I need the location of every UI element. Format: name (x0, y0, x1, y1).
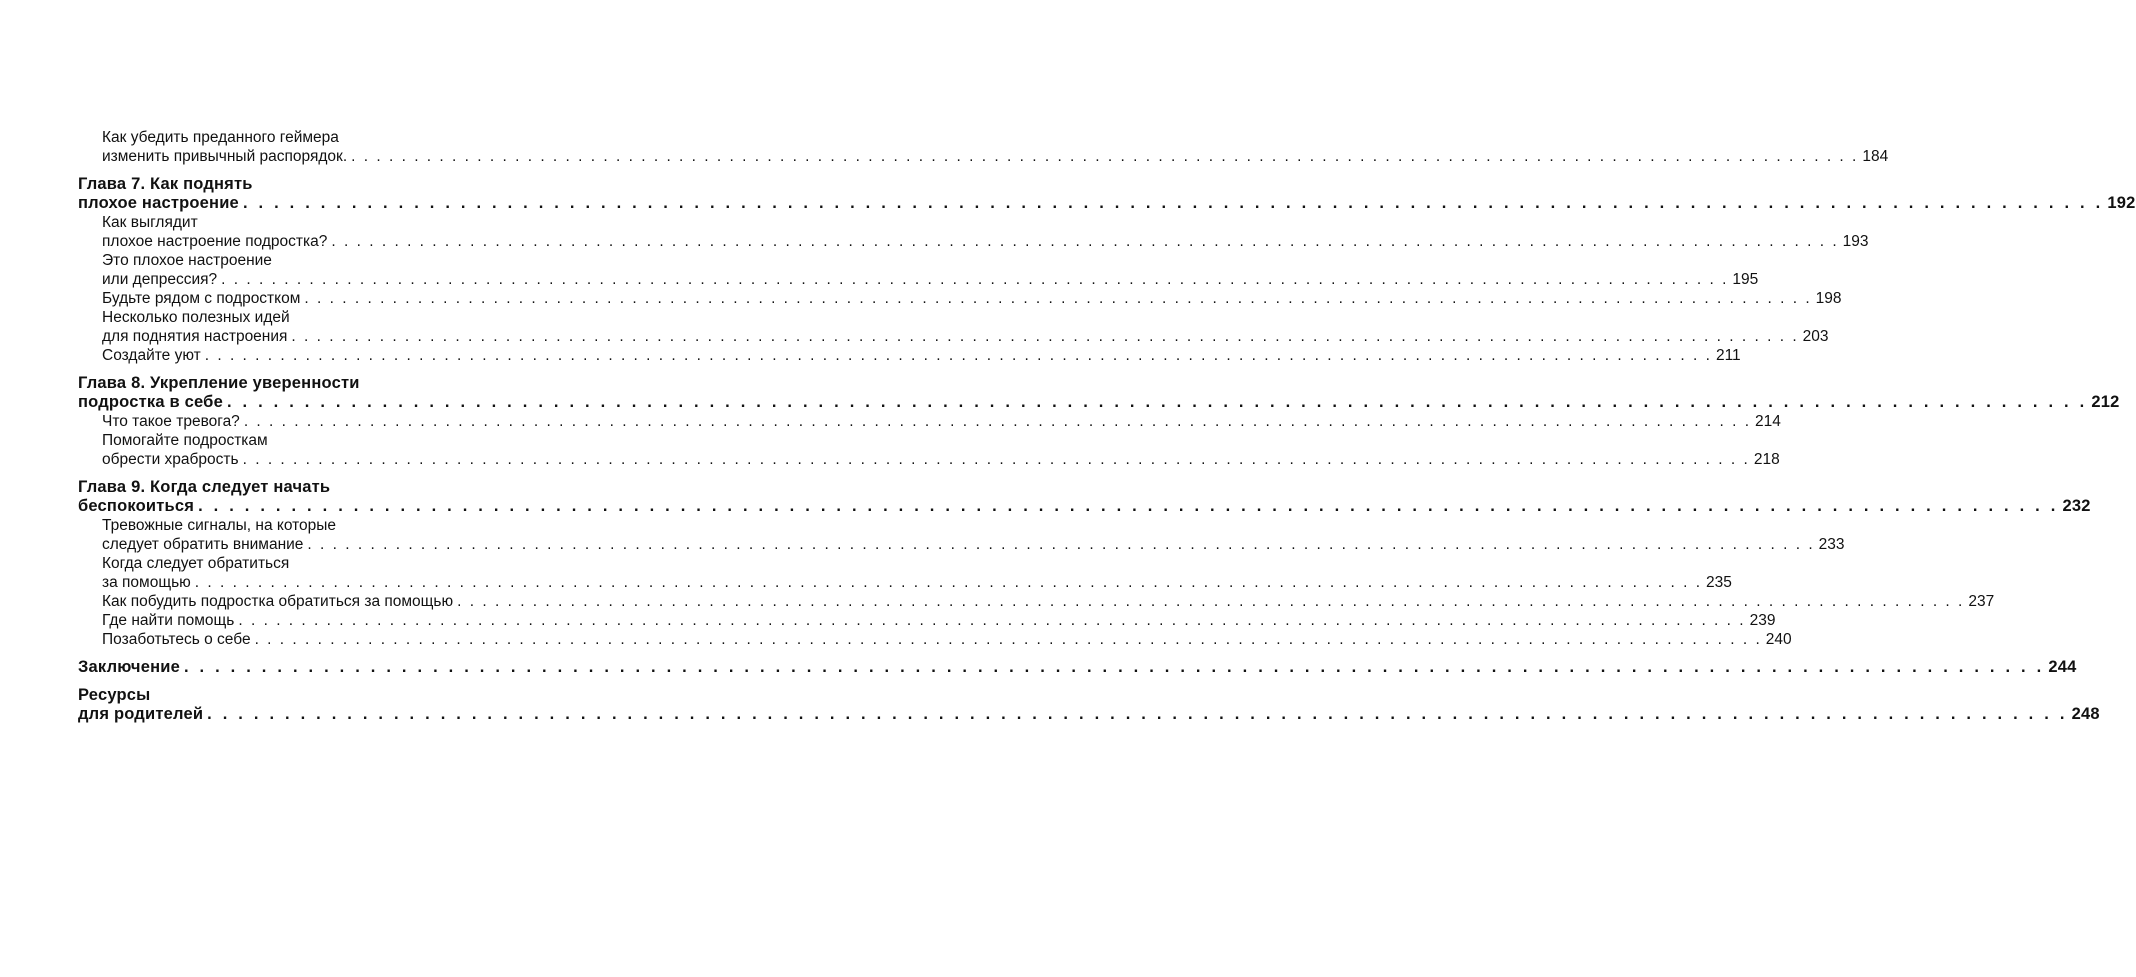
toc-entry-leader-row (78, 658, 2077, 677)
toc-entry-leader-row (102, 611, 1776, 630)
toc-section-entry (78, 516, 1845, 554)
toc-page-number: 192 (2107, 194, 2136, 212)
toc-page-number: 184 (1862, 148, 1889, 165)
dot-leader: . . . . . . . . . . . . . . . . . . . . . . . . . . . . . . . . . . . . . . . . . . . . . . . . . . . . . . . . . . . . . . . . . . . . . . . . . . . . . . . . . . . . . . . . . . . . . . . . . . . . . . . . . . . . . . . . . . . . . . . . (243, 413, 1752, 430)
toc-entry-title-line: обрести храбрость (102, 451, 239, 468)
toc-entry-title-line: плохое настроение подростка? (102, 233, 328, 250)
toc-entry-title-line: Как выглядит (102, 214, 198, 231)
toc-entry-leader-row (102, 630, 1792, 649)
toc-entry-leader-row (102, 573, 1732, 592)
toc-entry-title-line: подростка в себе (78, 393, 223, 411)
toc-page-number: 233 (1818, 536, 1845, 553)
dot-leader: . . . . . . . . . . . . . . . . . . . . . . . . . . . . . . . . . . . . . . . . . . . . . . . . . . . . . . . . . . . . . . . . . . . . . . . . . . . . . . . . . . . . . . . . . . . . . . . . . . . . . . . . . . . . . . . . . . . . . . . . (291, 328, 1799, 345)
toc-page-number: 214 (1755, 413, 1781, 430)
toc-entry-title-line: плохое настроение (78, 194, 239, 212)
toc-entry-leader-row (102, 592, 1995, 611)
toc-entry-title-line: Ресурсы (78, 686, 151, 704)
toc-page-number: 211 (1715, 347, 1741, 364)
toc-section-entry (78, 611, 1776, 630)
toc-page-number: 248 (2071, 705, 2100, 723)
dot-leader: . . . . . . . . . . . . . . . . . . . . . . . . . . . . . . . . . . . . . . . . . . . . . . . . . . . . . . . . . . . . . . . . . . . . . . . . . . . . . . . . . . . . . . . . . . . . . . . . . . . . . . . . . . . . . . . . . . . . . . . . (242, 451, 1750, 468)
toc-entry-title-line: Тревожные сигналы, на которые (102, 517, 337, 534)
toc-page-number: 239 (1749, 612, 1776, 629)
toc-entry-leader-row (102, 327, 1829, 346)
toc-entry-title-line: для родителей (78, 705, 204, 723)
toc-entry-title-line: беспокоиться (78, 497, 195, 515)
dot-leader: . . . . . . . . . . . . . . . . . . . . . . . . . . . . . . . . . . . . . . . . . . . . . . . . . . . . . . . . . . . . . . . . . . . . . . . . . . . . . . . . . . . . . . . . . . . . . . . . . . . . . . . . . . . . . . . . . . . . . . . . (198, 497, 2059, 515)
toc-entry-title-line: Как побудить подростка обратиться за помощью (102, 593, 454, 610)
toc-section-entry (78, 630, 1792, 649)
toc-page-number: 198 (1815, 290, 1842, 307)
toc-entry-title-line: Будьте рядом с подростком (102, 290, 301, 307)
toc-entry-leader-row (78, 194, 2136, 213)
toc-chapter-entry (78, 175, 2136, 213)
toc-entry-title-line: Глава 9. Когда следует начать (78, 478, 331, 496)
toc-section-entry (78, 251, 1759, 289)
toc-entry-title-line: Несколько полезных идей (102, 309, 290, 326)
toc-page-number: 235 (1706, 574, 1732, 591)
dot-leader: . . . . . . . . . . . . . . . . . . . . . . . . . . . . . . . . . . . . . . . . . . . . . . . . . . . . . . . . . . . . . . . . . . . . . . . . . . . . . . . . . . . . . . . . . . . . . . . . . . . . . . . . . . . . . . . . . . . . . . . . (307, 536, 1815, 553)
toc-section-entry (78, 346, 1741, 365)
toc-chapter-entry (78, 658, 2077, 677)
toc-entry-title-line: Глава 8. Укрепление уверенности (78, 374, 360, 392)
toc-entry-leader-row (102, 289, 1842, 308)
toc-page-number: 212 (2091, 393, 2120, 411)
toc-entry-title-line: Это плохое настроение (102, 252, 272, 269)
toc-page-number: 195 (1732, 271, 1759, 288)
toc-entry-leader-row (102, 346, 1741, 365)
toc-entry-title-line: или депрессия? (102, 271, 218, 288)
dot-leader: . . . . . . . . . . . . . . . . . . . . . . . . . . . . . . . . . . . . . . . . . . . . . . . . . . . . . . . . . . . . . . . . . . . . . . . . . . . . . . . . . . . . . . . . . . . . . . . . . . . . . . . . . . . . . . . . . . . . . . . . (331, 233, 1839, 250)
toc-section-entry (78, 431, 1780, 469)
dot-leader: . . . . . . . . . . . . . . . . . . . . . . . . . . . . . . . . . . . . . . . . . . . . . . . . . . . . . . . . . . . . . . . . . . . . . . . . . . . . . . . . . . . . . . . . . . . . . . . . . . . . . . . . . . . . . . . . . . . . . . . . (304, 290, 1812, 307)
toc-section-entry (78, 213, 1869, 251)
toc-entry-title-line: для поднятия настроения (102, 328, 288, 345)
toc-entry-title-line: Позаботьтесь о себе (102, 631, 251, 648)
toc-chapter-entry (78, 374, 2120, 412)
toc-entry-title-line: Где найти помощь (102, 612, 235, 629)
toc-entry-title-line: Как убедить преданного геймера (102, 129, 339, 146)
toc-entry-leader-row (78, 497, 2091, 516)
toc-entry-leader-row (78, 393, 2120, 412)
toc-page-number: 232 (2062, 497, 2091, 515)
toc-page-number: 240 (1765, 631, 1792, 648)
toc-entry-title-line: Что такое тревога? (102, 413, 240, 430)
toc-section-entry (78, 128, 1889, 166)
toc-chapter-entry (78, 686, 2100, 724)
toc-entry-title-line: Когда следует обратиться (102, 555, 290, 572)
toc-page-number: 237 (1968, 593, 1995, 610)
dot-leader: . . . . . . . . . . . . . . . . . . . . . . . . . . . . . . . . . . . . . . . . . . . . . . . . . . . . . . . . . . . . . . . . . . . . . . . . . . . . . . . . . . . . . . . . . . . . . . . . . . . . . . . . . . . . . . . . . . . . . . . . (204, 347, 1712, 364)
dot-leader: . . . . . . . . . . . . . . . . . . . . . . . . . . . . . . . . . . . . . . . . . . . . . . . . . . . . . . . . . . . . . . . . . . . . . . . . . . . . . . . . . . . . . . . . . . . . . . . . . . . . . . . . . . . . . . . . . . . . . . . . (242, 194, 2104, 212)
toc-entry-title-line: следует обратить внимание (102, 536, 304, 553)
toc-entry-leader-row (78, 705, 2100, 724)
toc-entry-title-line: Создайте уют (102, 347, 201, 364)
toc-entry-leader-row (102, 147, 1889, 166)
toc-chapter-entry (78, 478, 2091, 516)
toc-entry-leader-row (102, 535, 1845, 554)
dot-leader: . . . . . . . . . . . . . . . . . . . . . . . . . . . . . . . . . . . . . . . . . . . . . . . . . . . . . . . . . . . . . . . . . . . . . . . . . . . . . . . . . . . . . . . . . . . . . . . . . . . . . . . . . . . . . . . . . . . . . . . . (226, 393, 2088, 411)
toc-entry-title-line: Заключение (78, 658, 180, 676)
dot-leader: . . . . . . . . . . . . . . . . . . . . . . . . . . . . . . . . . . . . . . . . . . . . . . . . . . . . . . . . . . . . . . . . . . . . . . . . . . . . . . . . . . . . . . . . . . . . . . . . . . . . . . . . . . . . . . . . . . . . . . . . (238, 612, 1746, 629)
dot-leader: . . . . . . . . . . . . . . . . . . . . . . . . . . . . . . . . . . . . . . . . . . . . . . . . . . . . . . . . . . . . . . . . . . . . . . . . . . . . . . . . . . . . . . . . . . . . . . . . . . . . . . . . . . . . . . . . . . . . . . . . (457, 593, 1965, 610)
toc-entry-leader-row (102, 450, 1780, 469)
toc-page-number: 203 (1802, 328, 1829, 345)
toc-entry-title-line: Глава 7. Как поднять (78, 175, 253, 193)
dot-leader: . . . . . . . . . . . . . . . . . . . . . . . . . . . . . . . . . . . . . . . . . . . . . . . . . . . . . . . . . . . . . . . . . . . . . . . . . . . . . . . . . . . . . . . . . . . . . . . . . . . . . . . . . . . . . . . . . . . . . . . . (221, 271, 1729, 288)
dot-leader: . . . . . . . . . . . . . . . . . . . . . . . . . . . . . . . . . . . . . . . . . . . . . . . . . . . . . . . . . . . . . . . . . . . . . . . . . . . . . . . . . . . . . . . . . . . . . . . . . . . . . . . . . . . . . . . . . . . . . . . . (207, 705, 2068, 723)
toc-entry-title-line: за помощью (102, 574, 191, 591)
toc-section-entry (78, 554, 1732, 592)
dot-leader: . . . . . . . . . . . . . . . . . . . . . . . . . . . . . . . . . . . . . . . . . . . . . . . . . . . . . . . . . . . . . . . . . . . . . . . . . . . . . . . . . . . . . . . . . . . . . . . . . . . . . . . . . . . . . . . . . . . . . . . . (351, 148, 1859, 165)
dot-leader: . . . . . . . . . . . . . . . . . . . . . . . . . . . . . . . . . . . . . . . . . . . . . . . . . . . . . . . . . . . . . . . . . . . . . . . . . . . . . . . . . . . . . . . . . . . . . . . . . . . . . . . . . . . . . . . . . . . . . . . . (194, 574, 1703, 591)
toc-entry-leader-row (102, 232, 1869, 251)
dot-leader: . . . . . . . . . . . . . . . . . . . . . . . . . . . . . . . . . . . . . . . . . . . . . . . . . . . . . . . . . . . . . . . . . . . . . . . . . . . . . . . . . . . . . . . . . . . . . . . . . . . . . . . . . . . . . . . . . . . . . . . . (254, 631, 1762, 648)
toc-section-entry (78, 308, 1829, 346)
toc-section-entry (78, 412, 1781, 431)
toc-entry-leader-row (102, 270, 1759, 289)
toc-entry-leader-row (102, 412, 1781, 431)
dot-leader: . . . . . . . . . . . . . . . . . . . . . . . . . . . . . . . . . . . . . . . . . . . . . . . . . . . . . . . . . . . . . . . . . . . . . . . . . . . . . . . . . . . . . . . . . . . . . . . . . . . . . . . . . . . . . . . . . . . . . . . . (183, 658, 2045, 676)
table-of-contents (78, 128, 2136, 724)
toc-section-entry (78, 592, 1995, 611)
toc-page-number: 244 (2048, 658, 2077, 676)
toc-section-entry (78, 289, 1842, 308)
toc-page-number: 193 (1842, 233, 1869, 250)
toc-entry-title-line: Помогайте подросткам (102, 432, 268, 449)
toc-page-number: 218 (1753, 451, 1780, 468)
toc-entry-title-line: изменить привычный распорядок. (102, 148, 348, 165)
